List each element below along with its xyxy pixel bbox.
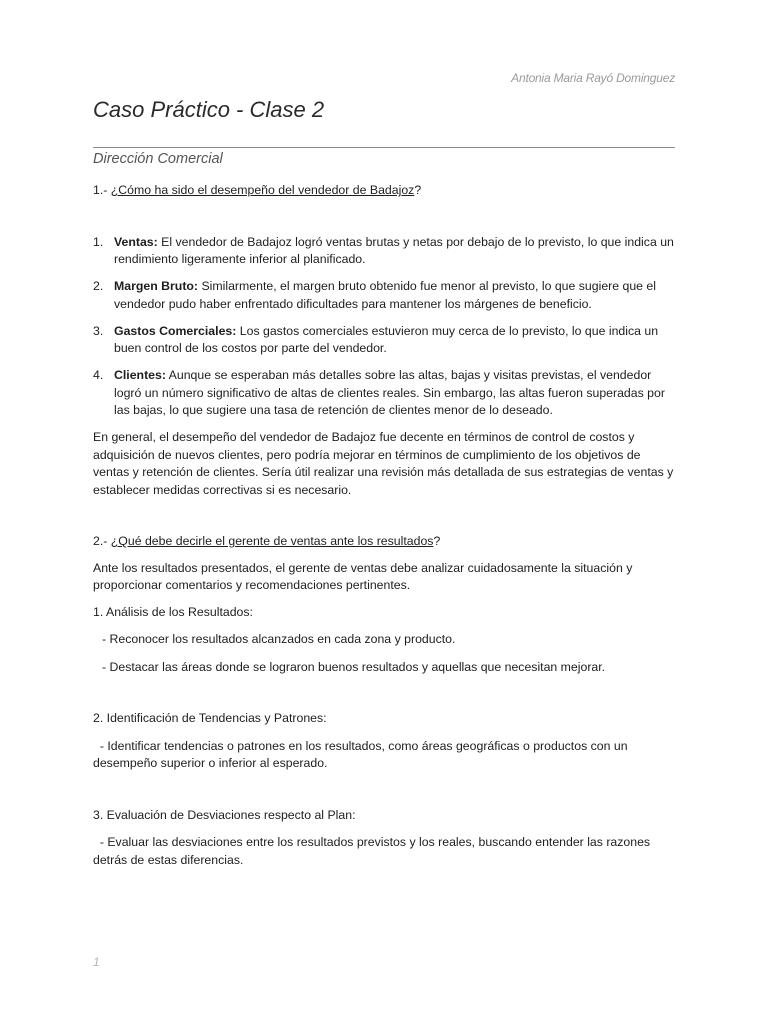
list-item-term: Ventas: (114, 234, 158, 249)
list-item-number: 2. (93, 279, 104, 293)
section-1-heading: 1. Análisis de los Resultados: (93, 604, 253, 619)
section-1-bullet: - Reconocer los resultados alcanzados en cada zona y producto. (102, 632, 456, 646)
list-item-number: 4. (93, 368, 104, 382)
document-body (93, 182, 675, 869)
list-item (93, 323, 675, 358)
question-1-suffix: ? (414, 183, 422, 197)
list-item-text: Los gastos comerciales estuvieron muy cerca de lo previsto, lo que indica un buen control de los costos por parte del vendedor. (114, 323, 659, 355)
list-item-term: Gastos Comerciales: (114, 323, 237, 338)
page-number: 1 (93, 955, 100, 969)
question-2-suffix: ? (433, 534, 441, 548)
question-1 (93, 182, 675, 200)
question-2 (93, 533, 675, 551)
list-item (93, 367, 675, 420)
page-subtitle: Dirección Comercial (93, 151, 223, 167)
page-title: Caso Práctico - Clase 2 (93, 97, 325, 122)
list-item-term: Margen Bruto: (114, 279, 199, 293)
question-2-text: ¿Qué debe decirle el gerente de ventas ante los resultados (110, 534, 434, 548)
list-item-number: 1. (93, 234, 104, 249)
section-2-heading: 2. Identificación de Tendencias y Patrones: (93, 711, 327, 725)
section-3-heading: 3. Evaluación de Desviaciones respecto al Plan: (93, 807, 356, 822)
question-1-prefix: 1.- (93, 183, 111, 197)
summary-paragraph: En general, el desempeño del vendedor de Badajoz fue decente en términos de control de costos y adquisición de nuevos clientes, pero podría mejorar en términos de cumplimiento de los objetivos de ventas y retención de clientes. Sería útil realizar una revisión más detallada de sus estrategias de ventas y establecer medidas correctivas si es necesario. (93, 430, 674, 497)
author-name: Antonia Maria Rayó Dominguez (511, 71, 675, 85)
list-item-text: Similarmente, el margen bruto obtenido fue menor al previsto, lo que sugiere que el vendedor pudo haber enfrentado dificultades para mantener los márgenes de beneficio. (114, 279, 657, 311)
list-item (93, 234, 675, 269)
title-divider (93, 147, 675, 148)
findings-list (93, 234, 675, 420)
list-item-number: 3. (93, 323, 104, 338)
list-item-text: El vendedor de Badajoz logró ventas brutas y netas por debajo de lo previsto, lo que indica un rendimiento ligeramente inferior al planificado. (114, 234, 674, 266)
list-item (93, 278, 675, 313)
list-item-text: Aunque se esperaban más detalles sobre las altas, bajas y visitas previstas, el vendedor logró un número significativo de altas de clientes reales. Sin embargo, las altas fueron superadas por las bajas, lo que sugiere una tasa de retención de clientes menor de lo deseado. (114, 368, 665, 417)
section-3-bullet: - Evaluar las desviaciones entre los resultados previstos y los reales, buscando entender las razones detrás de estas diferencias. (93, 835, 654, 867)
intro-paragraph: Ante los resultados presentados, el gerente de ventas debe analizar cuidadosamente la situación y proporcionar comentarios y recomendaciones pertinentes. (93, 560, 633, 592)
section-2-bullet: - Identificar tendencias o patrones en los resultados, como áreas geográficas o productos con un desempeño superior o inferior al esperado. (93, 738, 631, 770)
question-2-prefix: 2.- (93, 534, 111, 548)
list-item-term: Clientes: (114, 368, 166, 382)
section-1-bullet: - Destacar las áreas donde se lograron buenos resultados y aquellas que necesitan mejorar. (102, 659, 606, 674)
question-1-text: ¿Cómo ha sido el desempeño del vendedor de Badajoz (110, 183, 415, 197)
